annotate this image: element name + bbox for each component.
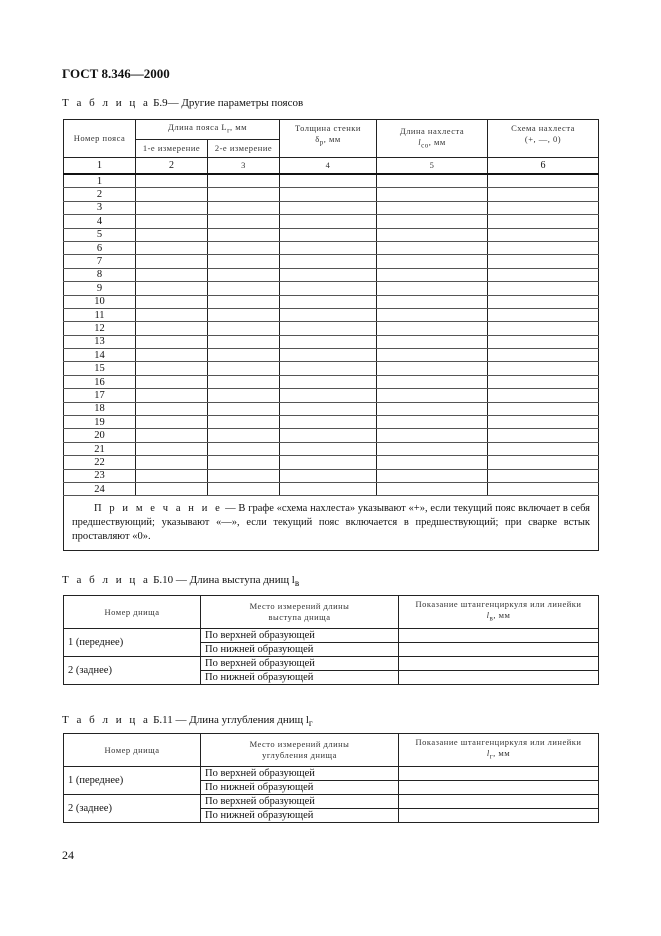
value-cell <box>208 402 280 415</box>
value-cell <box>136 456 208 469</box>
value-cell <box>377 201 488 214</box>
col-num: 4 <box>280 158 377 175</box>
value-cell <box>488 469 599 482</box>
header-measurement-2: 2-е измерение <box>208 140 280 158</box>
header-overlap-length: Длина нахлеста $l_{со}$, мм <box>377 120 488 158</box>
value-cell <box>488 228 599 241</box>
value-cell <box>208 308 280 321</box>
value-cell <box>136 268 208 281</box>
value-cell <box>280 201 377 214</box>
row-rear: 2 (заднее) <box>64 795 201 823</box>
value-cell <box>280 255 377 268</box>
value-cell <box>136 255 208 268</box>
value-cell <box>280 416 377 429</box>
standard-header: ГОСТ 8.346—2000 <box>62 66 170 81</box>
belt-number: 15 <box>64 362 136 375</box>
header-bottom-number: Номер днища <box>64 596 201 629</box>
value-cell <box>280 215 377 228</box>
table-row <box>64 215 599 228</box>
table-b10-caption: Т а б л и ц а Б.10 — Длина выступа днищ $l_в$ <box>62 574 300 589</box>
header-measurement-1: 1-е измерение <box>136 140 208 158</box>
value-cell <box>208 282 280 295</box>
header-reading: Показание штангенциркуля или линейки $l_в$, мм <box>399 596 599 629</box>
value-cell <box>399 781 599 795</box>
row-rear: 2 (заднее) <box>64 657 201 685</box>
value-cell <box>377 442 488 455</box>
table-row <box>64 402 599 415</box>
value-cell <box>208 429 280 442</box>
value-cell <box>136 201 208 214</box>
value-cell <box>488 295 599 308</box>
value-cell <box>377 429 488 442</box>
value-cell <box>136 375 208 388</box>
header-measurement-place: Место измерений длины углубления днища <box>201 734 399 767</box>
belt-number: 16 <box>64 375 136 388</box>
value-cell <box>136 174 208 188</box>
belt-number: 8 <box>64 268 136 281</box>
belt-number: 24 <box>64 482 136 495</box>
table-row <box>64 308 599 321</box>
value-cell <box>488 416 599 429</box>
table-row <box>64 482 599 495</box>
value-cell <box>280 241 377 254</box>
value-cell <box>488 362 599 375</box>
value-cell <box>399 809 599 823</box>
value-cell <box>208 456 280 469</box>
value-cell <box>488 308 599 321</box>
table-row <box>64 188 599 201</box>
row-front: 1 (переднее) <box>64 629 201 657</box>
header-bottom-number: Номер днища <box>64 734 201 767</box>
belt-number: 4 <box>64 215 136 228</box>
value-cell <box>377 469 488 482</box>
table-row <box>64 429 599 442</box>
belt-number: 9 <box>64 282 136 295</box>
value-cell <box>136 362 208 375</box>
table-row <box>64 335 599 348</box>
value-cell <box>280 295 377 308</box>
value-cell <box>208 295 280 308</box>
value-cell <box>377 295 488 308</box>
table-row <box>64 416 599 429</box>
value-cell <box>377 349 488 362</box>
belt-number: 6 <box>64 241 136 254</box>
table-b10 <box>63 595 599 685</box>
value-cell <box>280 349 377 362</box>
value-cell <box>488 456 599 469</box>
value-cell <box>208 174 280 188</box>
col-num: 6 <box>488 158 599 175</box>
table-b9 <box>63 119 599 551</box>
value-cell <box>136 228 208 241</box>
table-row <box>64 268 599 281</box>
value-cell <box>377 482 488 495</box>
value-cell <box>488 201 599 214</box>
value-cell <box>488 174 599 188</box>
value-cell <box>136 335 208 348</box>
col-num: 3 <box>208 158 280 175</box>
value-cell <box>280 389 377 402</box>
value-cell <box>208 442 280 455</box>
belt-number: 3 <box>64 201 136 214</box>
value-cell <box>280 469 377 482</box>
belt-number: 14 <box>64 349 136 362</box>
value-cell <box>280 456 377 469</box>
value-cell <box>208 416 280 429</box>
table-b11 <box>63 733 599 823</box>
value-cell <box>399 671 599 685</box>
value-cell <box>280 308 377 321</box>
table-b9-note: П р и м е ч а н и е — В графе «схема нахлеста» указывают «+», если текущий пояс включает в себя предшествующий; указывают «—», если текущий пояс включается в предшествующий; при сварке встык проставляют «0». <box>64 496 599 551</box>
value-cell <box>208 255 280 268</box>
value-cell <box>208 375 280 388</box>
value-cell <box>136 241 208 254</box>
place-top: По верхней образующей <box>201 795 399 809</box>
value-cell <box>488 241 599 254</box>
value-cell <box>280 268 377 281</box>
value-cell <box>280 322 377 335</box>
header-reading: Показание штангенциркуля или линейки $l_г$, мм <box>399 734 599 767</box>
belt-number: 11 <box>64 308 136 321</box>
value-cell <box>488 282 599 295</box>
belt-number: 10 <box>64 295 136 308</box>
value-cell <box>280 429 377 442</box>
belt-number: 13 <box>64 335 136 348</box>
value-cell <box>488 349 599 362</box>
header-belt-number: Номер пояса <box>64 120 136 158</box>
value-cell <box>208 349 280 362</box>
value-cell <box>377 375 488 388</box>
value-cell <box>136 349 208 362</box>
value-cell <box>377 282 488 295</box>
value-cell <box>208 215 280 228</box>
value-cell <box>377 389 488 402</box>
table-row <box>64 228 599 241</box>
value-cell <box>377 228 488 241</box>
value-cell <box>208 335 280 348</box>
value-cell <box>208 469 280 482</box>
value-cell <box>488 402 599 415</box>
value-cell <box>377 362 488 375</box>
place-top: По верхней образующей <box>201 657 399 671</box>
value-cell <box>488 429 599 442</box>
value-cell <box>136 442 208 455</box>
table-row <box>64 362 599 375</box>
value-cell <box>488 215 599 228</box>
value-cell <box>136 188 208 201</box>
value-cell <box>488 322 599 335</box>
table-b9-caption: Т а б л и ц а Б.9— Другие параметры поясов <box>62 97 304 109</box>
value-cell <box>136 429 208 442</box>
value-cell <box>280 335 377 348</box>
value-cell <box>488 375 599 388</box>
value-cell <box>377 215 488 228</box>
value-cell <box>208 362 280 375</box>
value-cell <box>399 767 599 781</box>
col-num: 1 <box>64 158 136 175</box>
value-cell <box>377 241 488 254</box>
value-cell <box>399 795 599 809</box>
place-bottom: По нижней образующей <box>201 809 399 823</box>
value-cell <box>377 322 488 335</box>
value-cell <box>280 174 377 188</box>
table-row <box>64 241 599 254</box>
value-cell <box>136 416 208 429</box>
place-bottom: По нижней образующей <box>201 643 399 657</box>
table-row <box>64 282 599 295</box>
value-cell <box>280 442 377 455</box>
value-cell <box>208 201 280 214</box>
table-row <box>64 349 599 362</box>
header-measurement-place: Место измерений длины выступа днища <box>201 596 399 629</box>
value-cell <box>488 255 599 268</box>
belt-number: 2 <box>64 188 136 201</box>
place-bottom: По нижней образующей <box>201 781 399 795</box>
table-row <box>64 469 599 482</box>
value-cell <box>208 389 280 402</box>
value-cell <box>377 416 488 429</box>
value-cell <box>280 188 377 201</box>
belt-number: 17 <box>64 389 136 402</box>
value-cell <box>399 657 599 671</box>
value-cell <box>208 228 280 241</box>
header-belt-length: Длина пояса $L_r$, мм <box>136 120 280 140</box>
value-cell <box>208 322 280 335</box>
belt-number: 5 <box>64 228 136 241</box>
belt-number: 23 <box>64 469 136 482</box>
value-cell <box>377 456 488 469</box>
table-row <box>64 174 599 188</box>
value-cell <box>488 482 599 495</box>
value-cell <box>208 268 280 281</box>
value-cell <box>136 389 208 402</box>
value-cell <box>280 282 377 295</box>
row-front: 1 (переднее) <box>64 767 201 795</box>
belt-number: 20 <box>64 429 136 442</box>
belt-number: 7 <box>64 255 136 268</box>
value-cell <box>377 268 488 281</box>
value-cell <box>280 362 377 375</box>
value-cell <box>136 308 208 321</box>
table-row <box>64 389 599 402</box>
table-b11-caption: Т а б л и ц а Б.11 — Длина углубления днищ $l_г$ <box>62 714 313 729</box>
value-cell <box>377 255 488 268</box>
value-cell <box>488 389 599 402</box>
belt-number: 21 <box>64 442 136 455</box>
value-cell <box>280 228 377 241</box>
value-cell <box>208 188 280 201</box>
value-cell <box>399 629 599 643</box>
belt-number: 1 <box>64 174 136 188</box>
table-row <box>64 456 599 469</box>
page-number: 24 <box>62 848 74 862</box>
value-cell <box>399 643 599 657</box>
value-cell <box>136 295 208 308</box>
value-cell <box>136 282 208 295</box>
value-cell <box>488 188 599 201</box>
table-row <box>64 255 599 268</box>
table-row <box>64 442 599 455</box>
value-cell <box>377 188 488 201</box>
belt-number: 19 <box>64 416 136 429</box>
value-cell <box>280 375 377 388</box>
belt-number: 18 <box>64 402 136 415</box>
value-cell <box>208 241 280 254</box>
table-row <box>64 375 599 388</box>
table-row <box>64 322 599 335</box>
col-num: 5 <box>377 158 488 175</box>
belt-number: 12 <box>64 322 136 335</box>
place-bottom: По нижней образующей <box>201 671 399 685</box>
value-cell <box>136 482 208 495</box>
value-cell <box>377 308 488 321</box>
value-cell <box>488 442 599 455</box>
value-cell <box>488 335 599 348</box>
belt-number: 22 <box>64 456 136 469</box>
header-wall-thickness: Толщина стенки $\delta_р$, мм <box>280 120 377 158</box>
value-cell <box>280 402 377 415</box>
value-cell <box>377 335 488 348</box>
value-cell <box>136 322 208 335</box>
value-cell <box>136 469 208 482</box>
table-row <box>64 201 599 214</box>
value-cell <box>377 402 488 415</box>
place-top: По верхней образующей <box>201 629 399 643</box>
value-cell <box>136 402 208 415</box>
value-cell <box>280 482 377 495</box>
value-cell <box>136 215 208 228</box>
value-cell <box>488 268 599 281</box>
col-num: 2 <box>136 158 208 175</box>
place-top: По верхней образующей <box>201 767 399 781</box>
value-cell <box>377 174 488 188</box>
table-row <box>64 295 599 308</box>
header-overlap-scheme: Схема нахлеста (+, —, 0) <box>488 120 599 158</box>
value-cell <box>208 482 280 495</box>
